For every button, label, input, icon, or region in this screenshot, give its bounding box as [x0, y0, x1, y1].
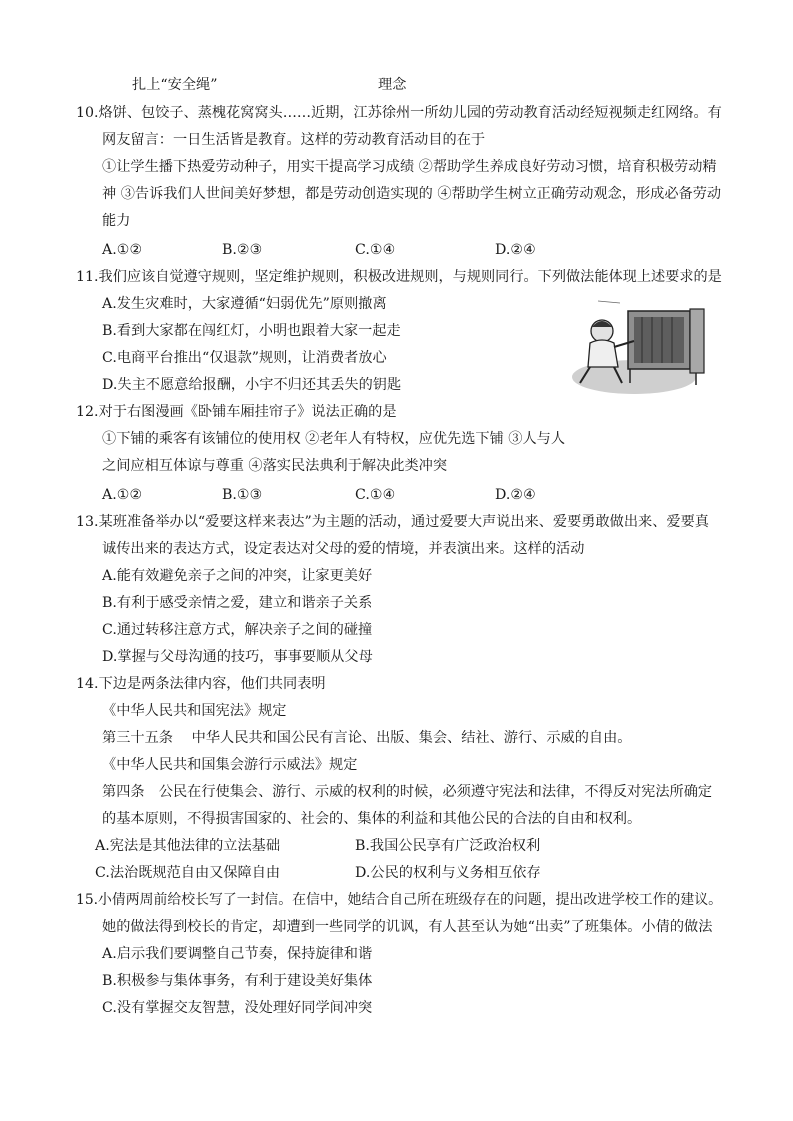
q11-option-c: C.电商平台推出“仅退款”规则，让消费者放心 — [102, 350, 387, 366]
q11-option-b: B.看到大家都在闯红灯，小明也跟着大家一起走 — [102, 323, 401, 339]
q10-option-b: B.②③ — [222, 242, 263, 258]
q13-stem-line1: 13.某班准备举办以“爱要这样来表达”为主题的活动，通过爱要大声说出来、爱要勇敢做出来、爱要真 — [76, 514, 709, 530]
q13-option-b: B.有利于感受亲情之爱，建立和谐亲子关系 — [102, 595, 373, 611]
q11-stem: 11.我们应该自觉遵守规则，坚定维护规则，积极改进规则，与规则同行。下列做法能体现上述要求的是 — [76, 269, 722, 285]
cartoon-illustration — [568, 297, 716, 397]
q12-option-b: B.①③ — [222, 487, 263, 503]
q15-stem-line2: 她的做法得到校长的肯定，却遭到一些同学的讥讽，有人甚至认为她“出卖”了班集体。小倩的做法 — [102, 919, 713, 935]
q10-statement-line3: 能力 — [102, 213, 131, 229]
q14-option-a: A.宪法是其他法律的立法基础 — [95, 838, 281, 854]
q14-option-b: B.我国公民享有广泛政治权利 — [355, 838, 541, 854]
cartoon-person-body — [588, 340, 618, 367]
q14-option-d: D.公民的权利与义务相互依存 — [355, 865, 541, 881]
q13-option-d: D.掌握与父母沟通的技巧，事事要顺从父母 — [102, 649, 373, 665]
q15-option-a: A.启示我们要调整自己节奏，保持旋律和谐 — [102, 946, 373, 962]
q12-stem: 12.对于右图漫画《卧铺车厢挂帘子》说法正确的是 — [76, 404, 397, 420]
q14-law1-article: 第三十五条 中华人民共和国公民有言论、出版、集会、结社、游行、示威的自由。 — [102, 730, 632, 746]
cartoon-side-panel — [690, 309, 704, 373]
q10-statement-line2: 神 ③告诉我们人世间美好梦想，都是劳动创造实现的 ④帮助学生树立正确劳动观念，形成必备劳动 — [102, 186, 722, 202]
q12-option-c: C.①④ — [355, 487, 396, 503]
q14-option-c: C.法治既规范自由又保障自由 — [95, 865, 281, 881]
q11-option-a: A.发生灾难时，大家遵循“妇弱优先”原则撤离 — [102, 296, 387, 312]
q11-option-d: D.失主不愿意给报酬，小宇不归还其丢失的钥匙 — [102, 377, 402, 393]
q10-option-c: C.①④ — [355, 242, 396, 258]
q10-option-a: A.①② — [102, 242, 143, 258]
q12-statement-line1: ①下铺的乘客有该铺位的使用权 ②老年人有特权，应优先选下铺 ③人与人 — [102, 431, 566, 447]
q10-stem-line2: 网友留言：一日生活皆是教育。这样的劳动教育活动目的在于 — [102, 132, 486, 148]
q15-option-c: C.没有掌握交友智慧，没处理好同学间冲突 — [102, 1000, 373, 1016]
q14-law2-article-line2: 的基本原则，不得损害国家的、社会的、集体的利益和其他公民的合法的自由和权利。 — [102, 811, 642, 827]
q14-law2-article-line1: 第四条 公民在行使集会、游行、示威的权利的时候，必须遵守宪法和法律，不得反对宪法所确定 — [102, 784, 713, 800]
q14-law2-title: 《中华人民共和国集会游行示威法》规定 — [102, 757, 358, 773]
q10-statement-line1: ①让学生播下热爱劳动种子，用实干提高学习成绩 ②帮助学生养成良好劳动习惯，培育积极劳动精 — [102, 159, 717, 175]
q13-option-c: C.通过转移注意方式，解决亲子之间的碰撞 — [102, 622, 373, 638]
q12-option-a: A.①② — [102, 487, 143, 503]
q14-law1-title: 《中华人民共和国宪法》规定 — [102, 703, 287, 719]
top-fragment-left: 扎上“安全绳” — [132, 77, 218, 93]
q15-stem-line1: 15.小倩两周前给校长写了一封信。在信中，她结合自己所在班级存在的问题，提出改进学校工作的建议。 — [76, 892, 723, 908]
q14-stem: 14.下边是两条法律内容，他们共同表明 — [76, 676, 326, 692]
q13-stem-line2: 诚传出来的表达方式，设定表达对父母的爱的情境，并表演出来。这样的活动 — [102, 541, 585, 557]
q13-option-a: A.能有效避免亲子之间的冲突，让家更美好 — [102, 568, 373, 584]
q12-option-d: D.②④ — [495, 487, 536, 503]
q15-option-b: B.积极参与集体事务，有利于建设美好集体 — [102, 973, 373, 989]
top-fragment-right: 理念 — [378, 77, 407, 93]
q10-stem-line1: 10.烙饼、包饺子、蒸槐花窝窝头……近期，江苏徐州一所幼儿园的劳动教育活动经短视频走红网络。有 — [76, 105, 722, 121]
q10-option-d: D.②④ — [495, 242, 536, 258]
q12-statement-line2: 之间应相互体谅与尊重 ④落实民法典利于解决此类冲突 — [102, 458, 448, 474]
